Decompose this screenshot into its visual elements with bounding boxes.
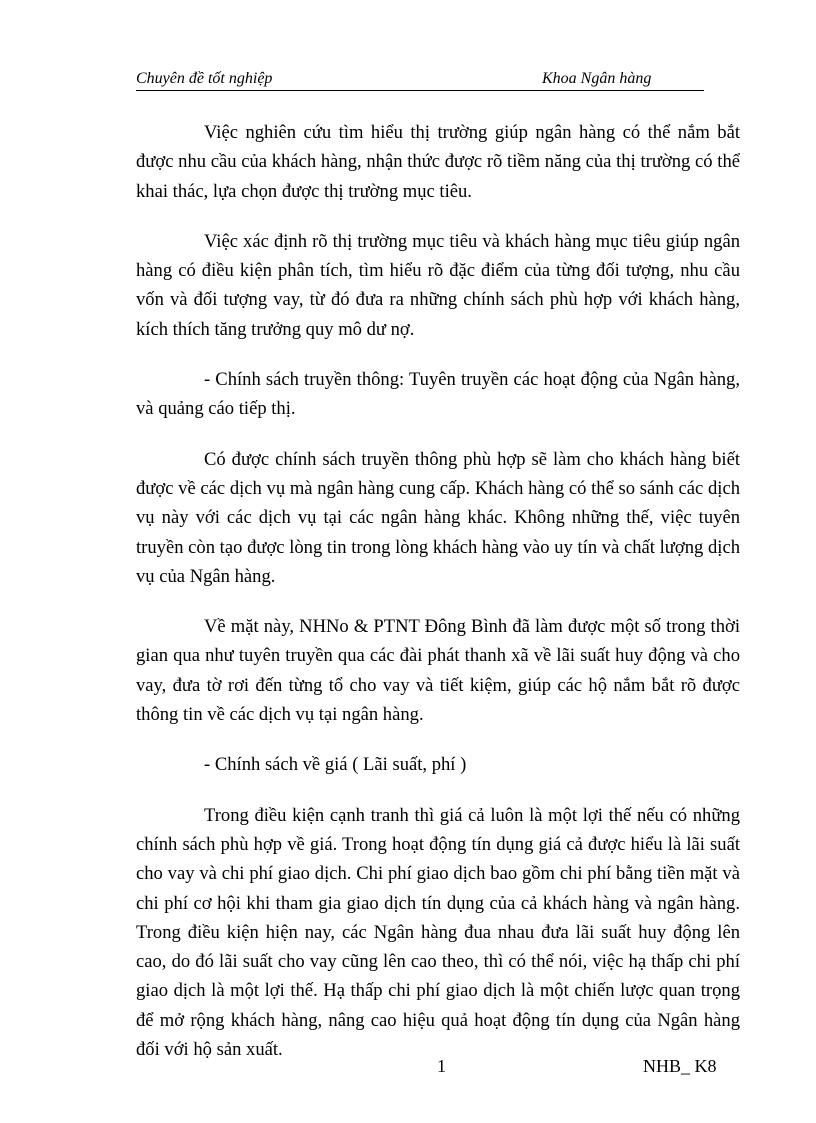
header-title-left: Chuyên đề tốt nghiệp — [136, 70, 273, 87]
paragraph-dong-binh-branch: Về mặt này, NHNo & PTNT Đông Bình đã làm được một số trong thời gian qua như tuyên truyền qua các đài phát thanh xã về lãi suất huy động và cho vay, đưa tờ rơi đến từng tổ cho vay và tiết kiệm, giúp các hộ nắm bắt rõ được thông tin về các dịch vụ tại ngân hàng. — [136, 616, 740, 726]
paragraph-communication-benefit: Có được chính sách truyền thông phù hợp sẽ làm cho khách hàng biết được về các dịch vụ mà ngân hàng cung cấp. Khách hàng có thể so sánh các dịch vụ này với các dịch vụ tại các ngân hàng khác. Không những thế, việc tuyên truyền còn tạo được lòng tin trong lòng khách hàng vào uy tín và chất lượng dịch vụ của Ngân hàng. — [136, 448, 740, 587]
page-number: 1 — [437, 1056, 446, 1076]
paragraph-communication-policy: - Chính sách truyền thông: Tuyên truyền các hoạt động của Ngân hàng, và quảng cáo tiếp thị. — [136, 369, 740, 420]
paragraph-market-research: Việc nghiên cứu tìm hiểu thị trường giúp ngân hàng có thể nắm bắt được nhu cầu của khách hàng, nhận thức được rõ tiềm năng của thị trường có thể khai thác, lựa chọn được thị trường mục tiêu. — [136, 122, 740, 202]
header-title-right: Khoa Ngân hàng — [542, 70, 652, 87]
page-header — [136, 68, 704, 91]
footer-code: NHB_ K8 — [643, 1056, 717, 1076]
paragraph-target-market: Việc xác định rõ thị trường mục tiêu và khách hàng mục tiêu giúp ngân hàng có điều kiện phân tích, tìm hiểu rõ đặc điểm của từng đối tượng, nhu cầu vốn và đối tượng vay, từ đó đưa ra những chính sách phù hợp với khách hàng, kích thích tăng trưởng quy mô dư nợ. — [136, 230, 740, 340]
paragraph-price-policy: - Chính sách về giá ( Lãi suất, phí ) — [204, 754, 467, 776]
paragraph-competition-price: Trong điều kiện cạnh tranh thì giá cả luôn là một lợi thế nếu có những chính sách phù hợp về giá. Trong hoạt động tín dụng giá cả được hiểu là lãi suất cho vay và chi phí giao dịch. Chi phí giao dịch bao gồm chi phí bằng tiền mặt và chi phí cơ hội khi tham gia giao dịch tín dụng của cả khách hàng và ngân hàng. Trong điều kiện hiện nay, các Ngân hàng đua nhau đưa lãi suất huy động lên cao, do đó lãi suất cho vay cũng lên cao theo, thì có thể nói, việc hạ thấp chi phí giao dịch là một lợi thế. Hạ thấp chi phí giao dịch là một chiến lược quan trọng để mở rộng khách hàng, nâng cao hiệu quả hoạt động tín dụng của Ngân hàng đối với hộ sản xuất. — [136, 804, 740, 1061]
document-body — [136, 118, 740, 1085]
